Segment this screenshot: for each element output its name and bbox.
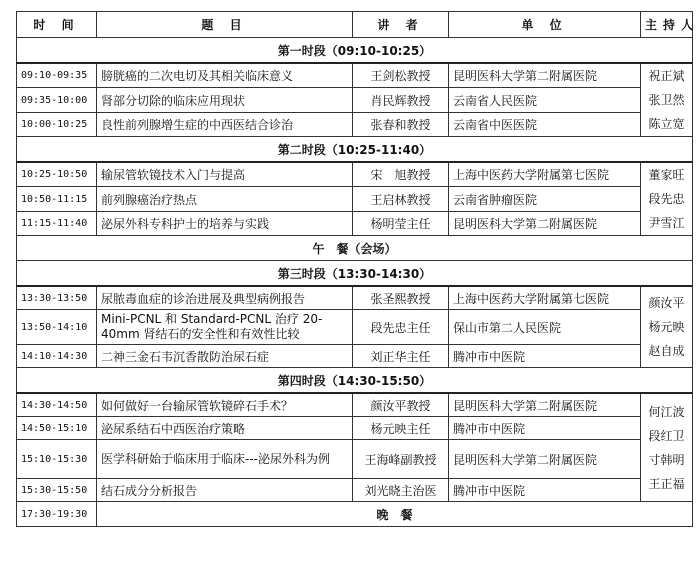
unit-cell: 腾冲市中医院 (449, 345, 641, 368)
lunch-label: 午 餐（会场） (17, 236, 693, 261)
unit-cell: 上海中医药大学附属第七医院 (449, 286, 641, 310)
table-row (17, 211, 693, 235)
period-title: 第三时段（13:30-14:30） (17, 261, 693, 287)
unit-cell: 保山市第二人民医院 (449, 310, 641, 345)
time-cell: 11:15-11:40 (17, 211, 97, 235)
speaker-cell: 刘光晓主治医 (353, 479, 449, 502)
topic-cell: 尿脓毒血症的诊治进展及典型病例报告 (97, 286, 353, 310)
header-unit: 单 位 (449, 12, 641, 38)
table-row (17, 345, 693, 368)
unit-cell: 云南省人民医院 (449, 88, 641, 112)
topic-cell: 如何做好一台输尿管软镜碎石手术？ (97, 393, 353, 417)
host-name: 尹雪江 (648, 216, 685, 230)
table-row (17, 112, 693, 136)
speaker-cell: 刘正华主任 (353, 345, 449, 368)
table-row (17, 162, 693, 187)
speaker-cell: 段先忠主任 (353, 310, 449, 345)
host-name: 张卫然 (648, 93, 685, 107)
time-cell: 09:35-10:00 (17, 88, 97, 112)
host-name: 寸韩明 (648, 452, 685, 467)
topic-cell: 前列腺癌治疗热点 (97, 187, 353, 211)
unit-cell: 昆明医科大学第二附属医院 (449, 393, 641, 417)
host-name: 祝正斌 (648, 69, 685, 83)
host-name: 王正福 (648, 476, 685, 491)
topic-cell: 泌尿系结石中西医治疗策略 (97, 417, 353, 440)
unit-cell: 上海中医药大学附属第七医院 (449, 162, 641, 187)
host-name: 杨元映 (648, 320, 685, 334)
host-name: 赵自成 (648, 344, 685, 358)
time-cell: 09:10-09:35 (17, 63, 97, 88)
topic-cell: 良性前列腺增生症的中西医结合诊治 (97, 112, 353, 136)
topic-cell: 结石成分分析报告 (97, 479, 353, 502)
evening-label: 晚 餐 (97, 502, 693, 527)
schedule-container (16, 11, 700, 527)
host-cell (641, 63, 693, 137)
host-name: 何江波 (648, 404, 685, 419)
header-row (17, 12, 693, 38)
table-row (17, 479, 693, 502)
speaker-cell: 宋 旭教授 (353, 162, 449, 187)
table-row (17, 63, 693, 88)
time-cell: 13:30-13:50 (17, 286, 97, 310)
header-time: 时 间 (17, 12, 97, 38)
time-cell: 13:50-14:10 (17, 310, 97, 345)
period-2-title-row (17, 137, 693, 163)
header-host: 主持人 (641, 12, 693, 38)
topic-cell: 膀胱癌的二次电切及其相关临床意义 (97, 63, 353, 88)
host-name: 段先忠 (648, 192, 685, 206)
speaker-cell: 杨元映主任 (353, 417, 449, 440)
speaker-cell: 张圣熙教授 (353, 286, 449, 310)
period-title: 第二时段（10:25-11:40） (17, 137, 693, 163)
topic-cell: Mini-PCNL 和 Standard-PCNL 治疗 20-40mm 肾结石的安全性和有效性比较 (97, 310, 353, 345)
table-row (17, 440, 693, 479)
time-cell: 14:30-14:50 (17, 393, 97, 417)
time-cell: 10:50-11:15 (17, 187, 97, 211)
host-name: 董家旺 (648, 168, 685, 182)
lunch-row (17, 236, 693, 261)
topic-cell: 泌尿外科专科护士的培养与实践 (97, 211, 353, 235)
host-cell (641, 393, 693, 502)
period-4-title-row (17, 368, 693, 394)
time-cell: 14:10-14:30 (17, 345, 97, 368)
period-title: 第一时段（09:10-10:25） (17, 38, 693, 64)
topic-cell: 二神三金石韦沉香散防治尿石症 (97, 345, 353, 368)
period-title: 第四时段（14:30-15:50） (17, 368, 693, 394)
topic-cell: 肾部分切除的临床应用现状 (97, 88, 353, 112)
speaker-cell: 杨明莹主任 (353, 211, 449, 235)
speaker-cell: 张春和教授 (353, 112, 449, 136)
speaker-cell: 王海峰副教授 (353, 440, 449, 479)
time-cell: 15:30-15:50 (17, 479, 97, 502)
evening-row (17, 502, 693, 527)
host-name: 段红卫 (648, 428, 685, 443)
speaker-cell: 王剑松教授 (353, 63, 449, 88)
table-row (17, 88, 693, 112)
header-topic: 题 目 (97, 12, 353, 38)
time-cell: 17:30-19:30 (17, 502, 97, 527)
host-cell (641, 286, 693, 368)
time-cell: 14:50-15:10 (17, 417, 97, 440)
unit-cell: 昆明医科大学第二附属医院 (449, 63, 641, 88)
topic-cell: 输尿管软镜技术入门与提高 (97, 162, 353, 187)
unit-cell: 昆明医科大学第二附属医院 (449, 440, 641, 479)
speaker-cell: 肖民辉教授 (353, 88, 449, 112)
speaker-cell: 颜汝平教授 (353, 393, 449, 417)
unit-cell: 云南省中医医院 (449, 112, 641, 136)
unit-cell: 昆明医科大学第二附属医院 (449, 211, 641, 235)
host-name: 陈立宽 (648, 117, 685, 131)
table-row (17, 286, 693, 310)
time-cell: 15:10-15:30 (17, 440, 97, 479)
header-speaker: 讲 者 (353, 12, 449, 38)
host-cell (641, 162, 693, 236)
table-row (17, 187, 693, 211)
time-cell: 10:00-10:25 (17, 112, 97, 136)
speaker-cell: 王启林教授 (353, 187, 449, 211)
table-row (17, 310, 693, 345)
unit-cell: 腾冲市中医院 (449, 479, 641, 502)
unit-cell: 云南省肿瘤医院 (449, 187, 641, 211)
period-1-title-row (17, 38, 693, 64)
topic-cell: 医学科研始于临床用于临床---泌尿外科为例 (97, 440, 353, 479)
unit-cell: 腾冲市中医院 (449, 417, 641, 440)
time-cell: 10:25-10:50 (17, 162, 97, 187)
table-row (17, 393, 693, 417)
table-row (17, 417, 693, 440)
schedule-table (16, 11, 700, 527)
host-name: 颜汝平 (648, 296, 685, 310)
period-3-title-row (17, 261, 693, 287)
